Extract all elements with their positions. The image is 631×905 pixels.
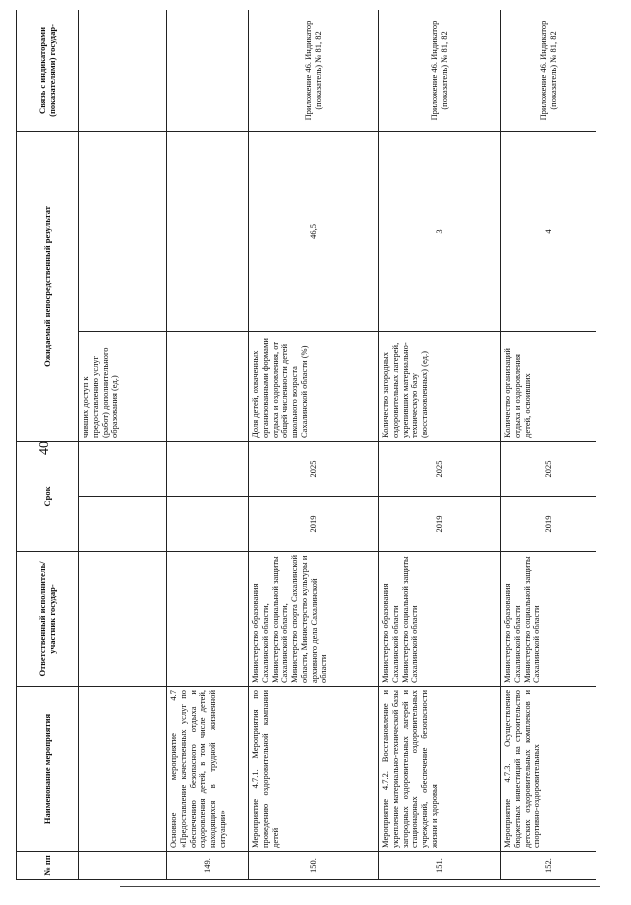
row-name: Основное мероприятие 4.7 «Предоставление качественных услуг по обеспечению безопасного отдыха и оздоровления детей, в том числе детей, находящихся в трудной жизненной ситуации» [167, 687, 249, 852]
row-responsible [167, 552, 249, 687]
page-number: 40 [37, 441, 52, 455]
table-row [379, 10, 501, 880]
row-start [167, 497, 249, 552]
table-row [501, 10, 597, 880]
row-name: Мероприятие 4.7.1. Мероприятия по проведению оздоровительной кампании детей [249, 687, 379, 852]
header-responsible: Ответственный исполнитель/участник государ- [17, 552, 79, 687]
header-name: Наименование мероприятия [17, 687, 79, 852]
row-link: Приложение 46. Индикатор (показатель) № 81, 82 [379, 10, 501, 131]
row-start: 2019 [249, 497, 379, 552]
header-num: № пп [17, 852, 79, 880]
row-responsible: Министерство образования Сахалинской области Министерство социальной защиты Сахалинской области [501, 552, 597, 687]
row-result-value [167, 131, 249, 331]
row-link [167, 10, 249, 131]
header-row [17, 10, 79, 880]
page-bottom-rule [120, 886, 600, 887]
row-responsible: Министерство образования Сахалинской области, Министерство социальной защиты Сахалинской области, Министерство спорта Сахалинской области, Министерство культуры и архивного дела Сахалинской области [249, 552, 379, 687]
row-start: 2019 [501, 497, 597, 552]
row-result-text: Доля детей, охваченных организованными формами отдыха и оздоровления, от общей численности детей школьного возраста Сахалинской области (%) [249, 331, 379, 441]
row-end [167, 441, 249, 496]
row-num: 152. [501, 852, 597, 880]
rotated-table-container [16, 10, 596, 880]
row-result-value: 46,5 [249, 131, 379, 331]
row-link: Приложение 46. Индикатор (показатель) № 81, 82 [249, 10, 379, 131]
row-result-text: Количество организаций отдыха и оздоровления детей, освоивших [501, 331, 597, 441]
row-link: Приложение 46. Индикатор (показатель) № 81, 82 [501, 10, 597, 131]
table-row [249, 10, 379, 880]
carry-over-row [79, 10, 167, 880]
row-end: 2025 [501, 441, 597, 496]
row-num: 151. [379, 852, 501, 880]
header-link: Связь с индикаторами (показателями) государ- [17, 10, 79, 131]
row-result-value: 4 [501, 131, 597, 331]
row-num: 150. [249, 852, 379, 880]
row-num: 149. [167, 852, 249, 880]
document-table-area [16, 10, 596, 880]
header-result: Ожидаемый непосредственный результат [17, 131, 79, 441]
row-start: 2019 [379, 497, 501, 552]
row-name: Мероприятие 4.7.2. Восстановление и укрепление материально-технической базы загородных оздоровительных лагерей и стационарных оздоровительных учреждений, обеспечение безопасности жизни и здоровья [379, 687, 501, 852]
row-name: Мероприятие 4.7.3. Осуществление бюджетных инвестиций на строительство детских оздоровительных комплексов и спортивно-оздоровительных [501, 687, 597, 852]
header-term: Срок [17, 441, 79, 551]
row-end: 2025 [379, 441, 501, 496]
program-measures-table [16, 10, 596, 880]
row-end: 2025 [249, 441, 379, 496]
row-result-text [167, 331, 249, 441]
carry-result-text: чивших доступ к предоставлению услуг (работ) дополнительного образования (ед.) [79, 331, 167, 441]
row-responsible: Министерство образования Сахалинской области Министерство социальной защиты Сахалинской области [379, 552, 501, 687]
row-result-text: Количество загородных оздоровительных лагерей, укрепивших материально-техническую базу (восстановленных) (ед.) [379, 331, 501, 441]
table-row [167, 10, 249, 880]
row-result-value: 3 [379, 131, 501, 331]
